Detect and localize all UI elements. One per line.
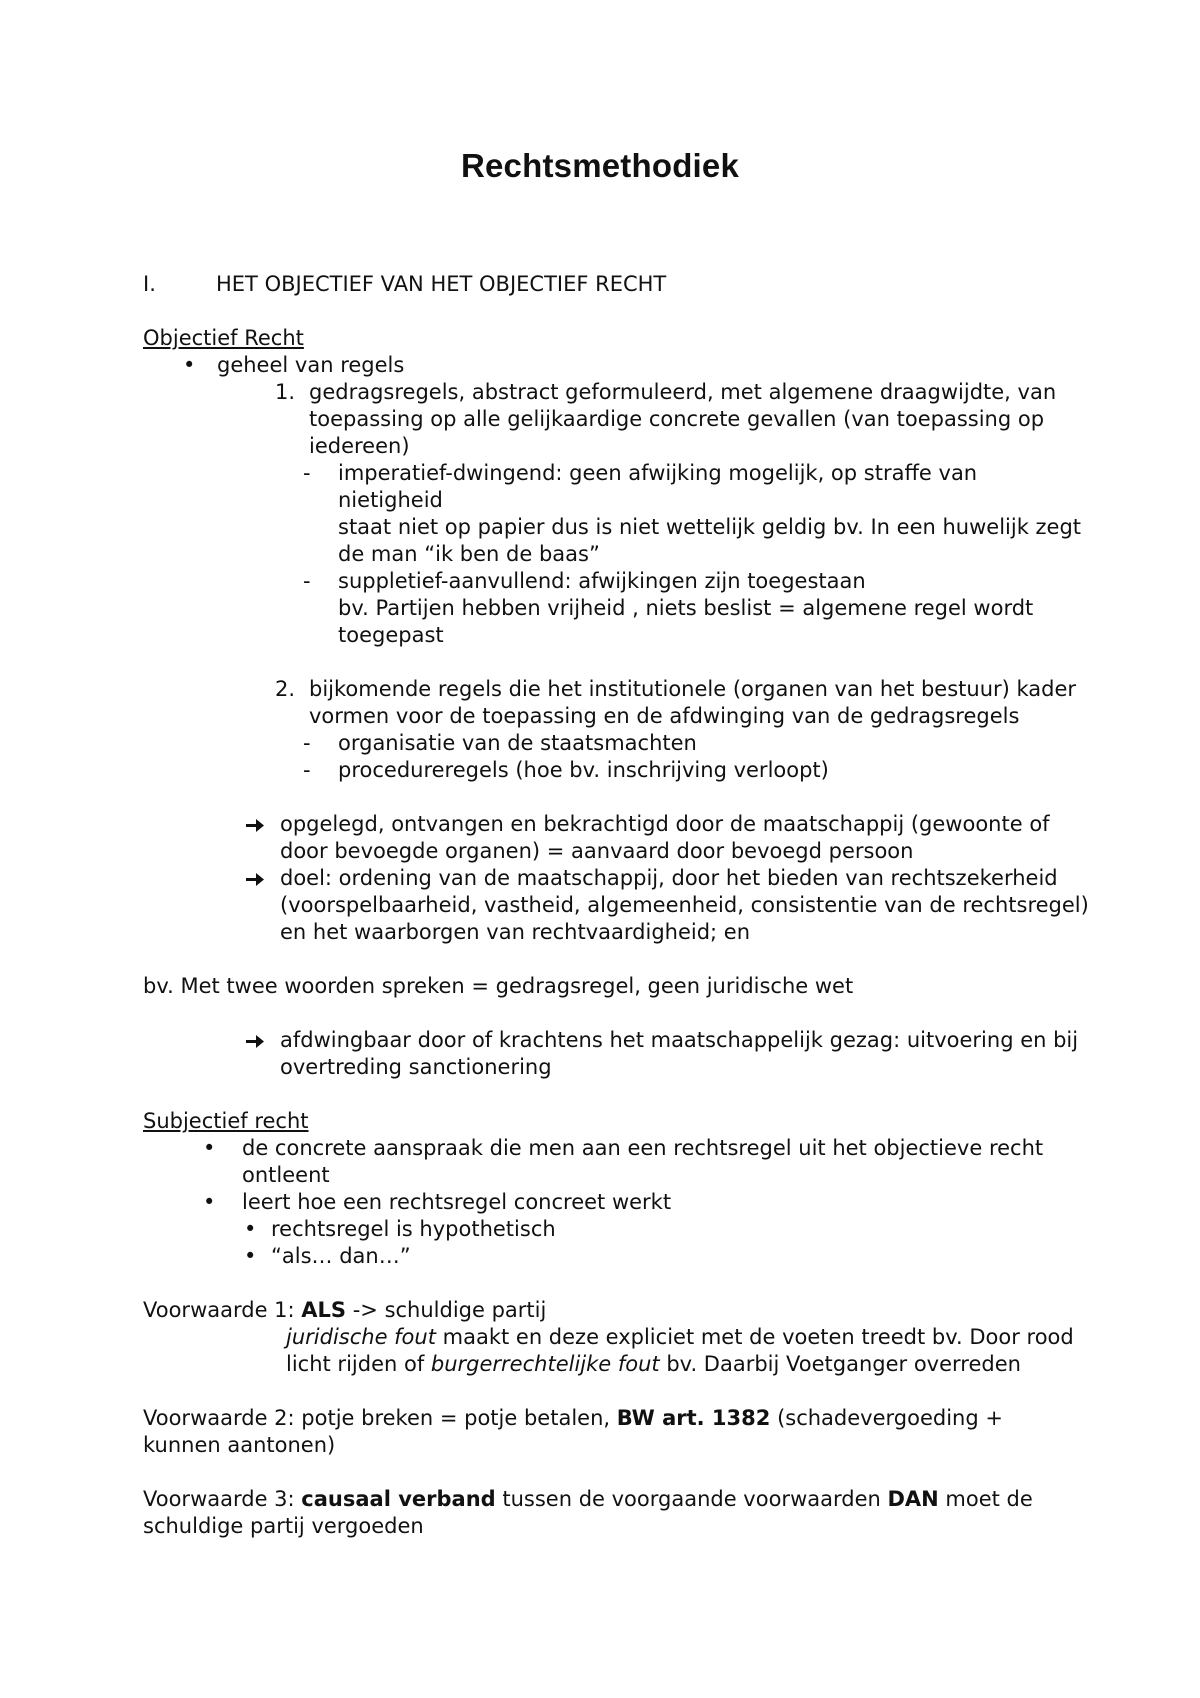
list-item-line: vormen voor de toepassing en de afdwinging van de gedragsregels	[309, 704, 1020, 728]
arrow-item-line: (voorspelbaarheid, vastheid, algemeenheid, consistentie van de rechtsregel)	[280, 893, 1089, 917]
dash-item-line: organisatie van de staatsmachten	[338, 731, 697, 755]
bullet-text: ontleent	[242, 1163, 330, 1187]
dash-item-line: bv. Partijen hebben vrijheid , niets beslist = algemene regel wordt	[338, 596, 1034, 620]
list-item-line: toepassing op alle gelijkaardige concrete gevallen (van toepassing op	[309, 407, 1045, 431]
dash-item-line: procedureregels (hoe bv. inschrijving verloopt)	[338, 758, 829, 782]
voorwaarde-1-detail: licht rijden of burgerrechtelijke fout bv. Daarbij Voetganger overreden	[286, 1352, 1021, 1376]
voorwaarde-1-line: Voorwaarde 1: ALS -> schuldige partij	[143, 1298, 547, 1322]
dash-marker: -	[303, 569, 311, 593]
bullet-marker: •	[244, 1217, 257, 1241]
voorwaarde-3-line: schuldige partij vergoeden	[143, 1514, 424, 1538]
arrow-item-line: door bevoegde organen) = aanvaard door bevoegd persoon	[280, 839, 914, 863]
list-item-line: iedereen)	[309, 434, 410, 458]
dash-item-line: de man “ik ben de baas”	[338, 542, 600, 566]
dash-item-line: staat niet op papier dus is niet wettelijk geldig bv. In een huwelijk zegt	[338, 515, 1082, 539]
dash-marker: -	[303, 758, 311, 782]
bullet-text: leert hoe een rechtsregel concreet werkt	[242, 1190, 672, 1214]
dash-marker: -	[303, 461, 311, 485]
bullet-text: rechtsregel is hypothetisch	[271, 1217, 556, 1241]
dash-item-line: toegepast	[338, 623, 444, 647]
voorwaarde-2-line: kunnen aantonen)	[143, 1433, 336, 1457]
list-number: 2.	[275, 677, 296, 701]
arrow-item-line: overtreding sanctionering	[280, 1055, 552, 1079]
bullet-text: geheel van regels	[217, 353, 405, 377]
bullet-marker: •	[203, 1190, 216, 1214]
arrow-item-line: opgelegd, ontvangen en bekrachtigd door de maatschappij (gewoonte of	[280, 812, 1050, 836]
section-number: I.	[143, 272, 156, 296]
voorwaarde-3-line: Voorwaarde 3: causaal verband tussen de voorgaande voorwaarden DAN moet de	[143, 1487, 1033, 1511]
bullet-text: “als… dan…”	[271, 1244, 411, 1268]
arrow-item-line: afdwingbaar door of krachtens het maatschappelijk gezag: uitvoering en bij	[280, 1028, 1079, 1052]
bullet-marker: •	[203, 1136, 216, 1160]
example-line: bv. Met twee woorden spreken = gedragsregel, geen juridische wet	[143, 974, 854, 998]
bullet-text: de concrete aanspraak die men aan een rechtsregel uit het objectieve recht	[242, 1136, 1044, 1160]
bullet-marker: •	[244, 1244, 257, 1268]
list-item-line: bijkomende regels die het institutionele (organen van het bestuur) kader	[309, 677, 1077, 701]
page-title: Rechtsmethodiek	[460, 147, 740, 184]
dash-item-line: nietigheid	[338, 488, 443, 512]
arrow-right-icon	[245, 866, 265, 893]
voorwaarde-1-detail: juridische fout maakt en deze expliciet met de voeten treedt bv. Door rood	[286, 1325, 1074, 1349]
voorwaarde-2-line: Voorwaarde 2: potje breken = potje betalen, BW art. 1382 (schadevergoeding +	[143, 1406, 1003, 1430]
arrow-right-icon	[245, 1028, 265, 1055]
arrow-item-line: doel: ordening van de maatschappij, door het bieden van rechtszekerheid	[280, 866, 1058, 890]
subjectief-recht-heading: Subjectief recht	[143, 1109, 309, 1133]
list-number: 1.	[275, 380, 296, 404]
arrow-right-icon	[245, 812, 265, 839]
dash-item-line: suppletief-aanvullend: afwijkingen zijn toegestaan	[338, 569, 866, 593]
dash-item-line: imperatief-dwingend: geen afwijking mogelijk, op straffe van	[338, 461, 978, 485]
bullet-marker: •	[183, 353, 196, 377]
arrow-item-line: en het waarborgen van rechtvaardigheid; en	[280, 920, 751, 944]
dash-marker: -	[303, 731, 311, 755]
list-item-line: gedragsregels, abstract geformuleerd, met algemene draagwijdte, van	[309, 380, 1057, 404]
section-heading: HET OBJECTIEF VAN HET OBJECTIEF RECHT	[216, 272, 667, 296]
objectief-recht-heading: Objectief Recht	[143, 326, 304, 350]
